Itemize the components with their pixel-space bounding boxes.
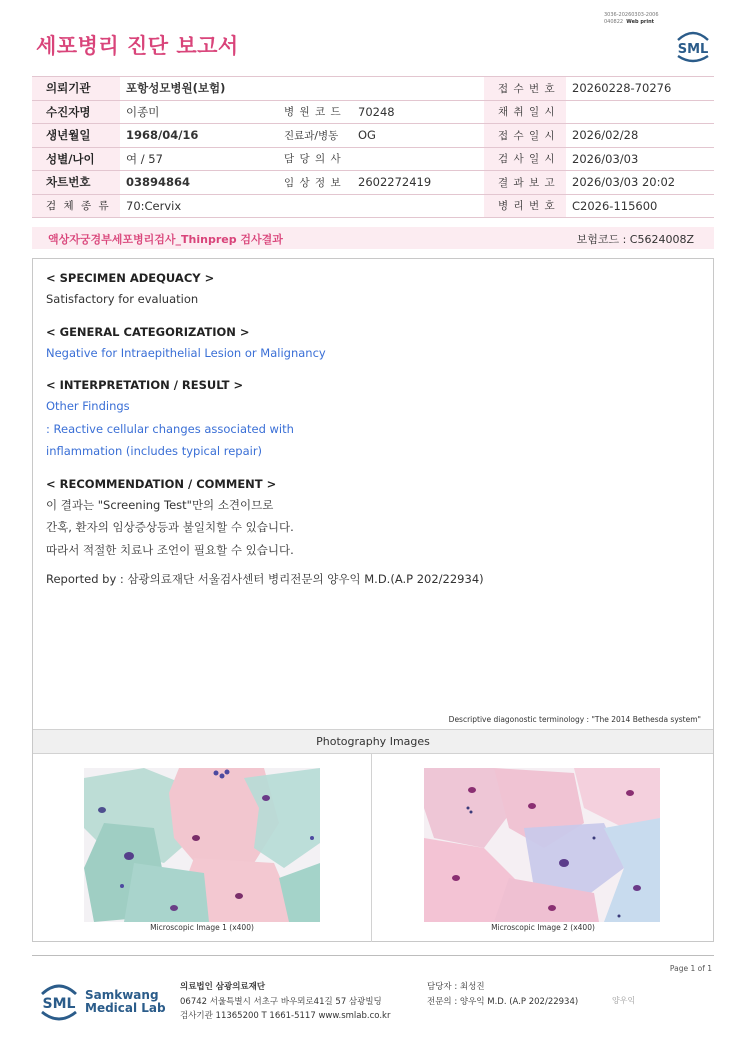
label-hospital-code: 병 원 코 드 — [270, 100, 352, 124]
value-receipt-date: 2026/02/28 — [566, 124, 714, 148]
interpretation-line: : Reactive cellular changes associated with — [46, 421, 294, 436]
interpretation-line: inflammation (includes typical repair) — [46, 444, 263, 458]
recommendation-title: < RECOMMENDATION / COMMENT > — [46, 476, 277, 491]
value-result-report: 2026/03/03 20:02 — [566, 171, 714, 195]
label-pathology-no: 병 리 번 호 — [484, 194, 566, 218]
report-title: 세포병리 진단 보고서 — [36, 34, 239, 58]
footer-divider — [32, 955, 714, 956]
samkwang-logo-icon — [36, 980, 82, 1024]
caption-image-1: Microscopic Image 1 (x400) — [150, 923, 254, 932]
footer-staff — [427, 980, 578, 1009]
label-test-date: 검 사 일 시 — [484, 147, 566, 171]
value-pathology-no: C2026-115600 — [566, 194, 714, 218]
photo-cell-2 — [373, 754, 713, 942]
value-receipt-no: 20260228-70276 — [566, 77, 714, 101]
value-requester: 포항성모병원(보험) — [120, 77, 484, 101]
info-row — [32, 194, 714, 218]
page-number: Page 1 of 1 — [669, 964, 712, 973]
label-patient-name: 수진자명 — [32, 100, 120, 124]
value-department: OG — [352, 124, 484, 148]
info-row — [32, 147, 714, 171]
value-sex-age: 여 / 57 — [120, 147, 270, 171]
value-test-date: 2026/03/03 — [566, 147, 714, 171]
logo-text: SML — [42, 996, 76, 1012]
report-box — [32, 258, 714, 942]
signature: 양우익 — [612, 996, 636, 1005]
label-department: 진료과/병동 — [270, 124, 352, 148]
exam-name: 액상자궁경부세포병리검사_Thinprep 검사결과 — [48, 233, 283, 246]
label-sex-age: 성별/나이 — [32, 147, 120, 171]
interpretation-line: Other Findings — [46, 399, 130, 413]
value-birth-date: 1968/04/16 — [120, 124, 270, 148]
general-categorization-title: < GENERAL CATEGORIZATION > — [46, 324, 250, 339]
recommendation-line: 간혹, 환자의 임상증상등과 불일치할 수 있습니다. — [46, 520, 294, 534]
label-physician: 담 당 의 사 — [270, 147, 352, 171]
info-row — [32, 124, 714, 148]
reported-by: Reported by : 삼광의료재단 서울검사센터 병리전문의 양우익 M.D.(A.P 202/22934) — [46, 572, 484, 586]
info-row — [32, 171, 714, 195]
label-collection-date: 채 취 일 시 — [484, 100, 566, 124]
photo-cell-1 — [33, 754, 372, 942]
value-hospital-code: 70248 — [352, 100, 484, 124]
brand-name — [85, 989, 166, 1015]
org-contact: 검사기관 11365200 T 1661-5117 www.smlab.co.kr — [180, 1011, 391, 1021]
value-specimen-type: 70:Cervix — [120, 194, 484, 218]
footer-organization — [180, 980, 390, 1024]
info-row — [32, 77, 714, 101]
print-id-line2: 040822 Web print — [604, 19, 655, 25]
report-sections — [46, 271, 706, 587]
label-result-report: 결 과 보 고 — [484, 171, 566, 195]
label-requester: 의뢰기관 — [32, 77, 120, 101]
patient-info-table — [32, 76, 714, 218]
sml-logo-icon — [672, 28, 714, 64]
general-categorization-text: Negative for Intraepithelial Lesion or Malignancy — [46, 345, 326, 360]
value-clinical-info: 2602272419 — [352, 171, 484, 195]
label-receipt-no: 접 수 번 호 — [484, 77, 566, 101]
microscopic-image-1 — [84, 768, 320, 922]
insurance-code: 보험코드 : C5624008Z — [576, 233, 694, 246]
org-address: 06742 서울특별시 서초구 바우뫼로41길 57 삼광빌딩 — [180, 996, 382, 1007]
specimen-adequacy-title: < SPECIMEN ADEQUACY > — [46, 271, 215, 285]
label-receipt-date: 접 수 일 시 — [484, 124, 566, 148]
specialist: 전문의 : 양우익 M.D. (A.P 202/22934) — [427, 996, 579, 1007]
value-physician — [352, 147, 484, 171]
web-print-label: Web print — [626, 19, 655, 25]
print-id-line1: 3036-20260303-2006 — [604, 12, 659, 18]
brand-line2: Medical Lab — [85, 1001, 166, 1015]
info-row — [32, 100, 714, 124]
recommendation-line: 이 결과는 "Screening Test"만의 소견이므로 — [46, 497, 274, 512]
org-name: 의료법인 삼광의료재단 — [180, 982, 266, 992]
logo-text: SML — [677, 42, 709, 57]
label-chart-no: 차트번호 — [32, 171, 120, 195]
microscopic-image-2 — [424, 768, 660, 922]
staff-in-charge: 담당자 : 최성진 — [427, 982, 485, 992]
photography-images-header: Photography Images — [33, 729, 713, 754]
print-id — [604, 12, 659, 26]
terminology-note: Descriptive diagonostic terminology : "The 2014 Bethesda system" — [448, 715, 701, 724]
value-patient-name: 이종미 — [120, 100, 270, 124]
label-specimen-type: 검 체 종 류 — [32, 194, 120, 218]
interpretation-title: < INTERPRETATION / RESULT > — [46, 378, 244, 392]
specimen-adequacy-text: Satisfactory for evaluation — [46, 292, 199, 306]
label-birth-date: 생년월일 — [32, 124, 120, 148]
label-clinical-info: 임 상 정 보 — [270, 171, 352, 195]
caption-image-2: Microscopic Image 2 (x400) — [491, 923, 595, 932]
brand-line1: Samkwang — [85, 988, 159, 1002]
value-chart-no: 03894864 — [120, 171, 270, 195]
recommendation-line: 따라서 적절한 치료나 조언이 필요할 수 있습니다. — [46, 542, 294, 557]
value-collection-date — [566, 100, 714, 124]
exam-bar — [32, 227, 714, 249]
